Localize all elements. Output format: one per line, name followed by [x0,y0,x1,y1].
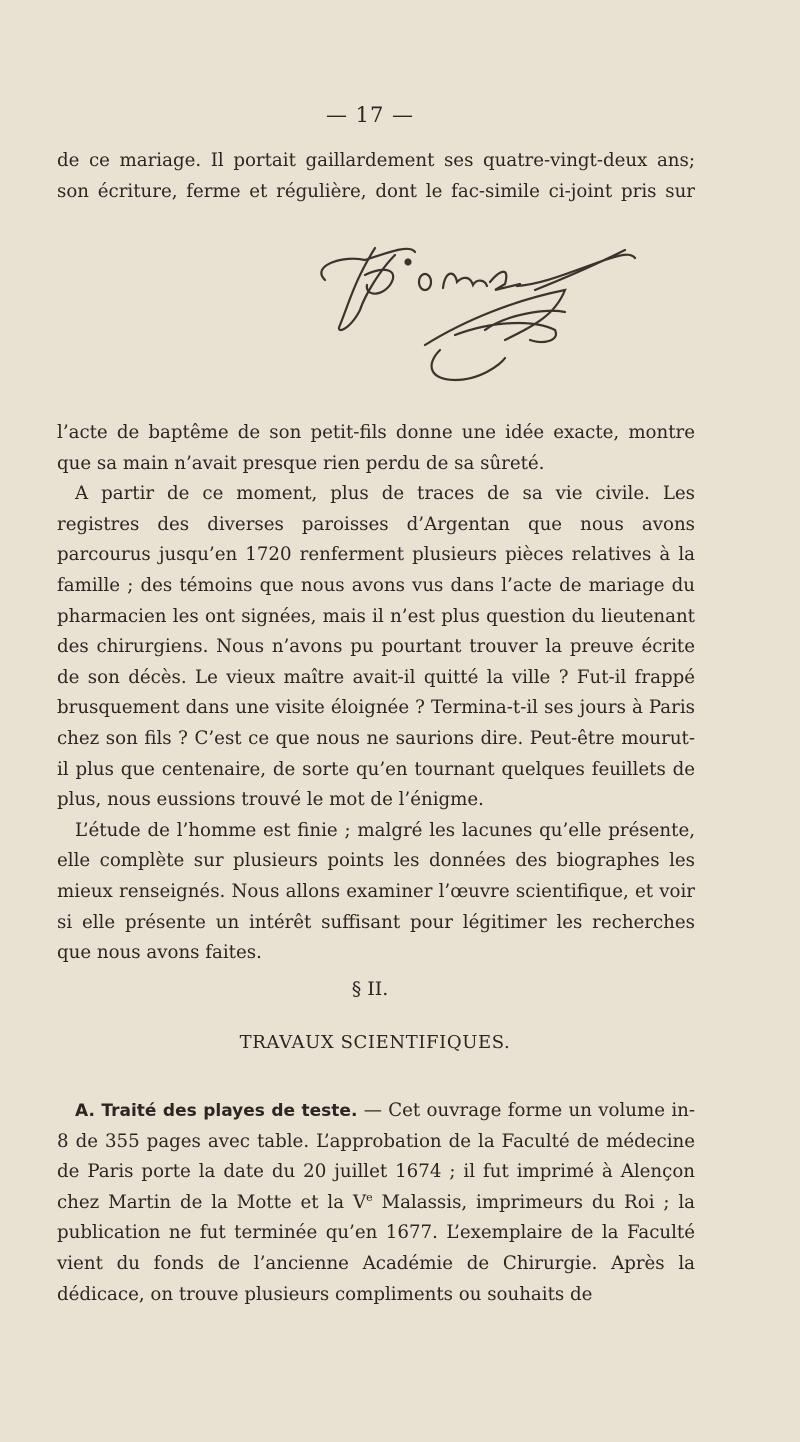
signature-facsimile [305,240,645,390]
section-title: TRAVAUX SCIENTIFIQUES. [239,1032,511,1053]
section-number: § II. [351,978,389,1000]
entry-heading: A. Traité des playes de teste. [75,1101,358,1121]
paragraph-3: L’étude de l’homme est finie ; malgré les lacunes qu’elle présente, elle complète sur plusieurs points les données des biographes les mieux renseignés. Nous allons examiner l’œuvre scientifique, et voir si elle présente un intérêt suffisant pour légitimer les recherches que nous avons faites. [57,819,695,964]
paragraph-4-text-a: — Cet ouvrage forme un volume in-8 de 355 pages avec table. L’approbation de la Faculté de médecine de Paris porte la date du 20 juillet 1674 ; il fut imprimé à Alençon chez Martin de la Motte et la V [57,1100,696,1213]
paragraph-4 [57,1096,695,1310]
body-text [57,418,695,969]
intro-text [57,146,695,207]
page-number: — 17 — [325,103,415,127]
paragraph-2: A partir de ce moment, plus de traces de sa vie civile. Les registres des diverses paroisses d’Argentan que nous avons parcourus jusqu’en 1720 renferment plusieurs pièces relatives à la famille ; des témoins que nous avons vus dans l’acte de mariage du pharmacien les ont signées, mais il n’est plus question du lieutenant des chirurgiens. Nous n’avons pu pourtant trouver la preuve écrite de son décès. Le vieux maître avait-il quitté la ville ? Fut-il frappé brusquement dans une visite éloignée ? Termina-t-il ses jours à Paris chez son fils ? C’est ce que nous ne saurions dire. Peut-être mourut-il plus que centenaire, de sorte qu’en tournant quelques feuillets de plus, nous eussions trouvé le mot de l’énigme. [57,483,695,811]
paragraph-1: l’acte de baptême de son petit-fils donne une idée exacte, montre que sa main n’avait presque rien perdu de sa sûreté. [57,422,695,474]
section-body [57,1096,695,1310]
intro-line-2: son écriture, ferme et régulière, dont le fac-simile ci-joint pris sur [57,180,695,202]
paragraph-4-text-b: Malassis, imprimeurs du Roi ; la publication ne fut terminée qu’en 1677. L’exemplaire de la Faculté vient du fonds de l’ancienne Académie de Chirurgie. Après la dédicace, on trouve plusieurs compliments ou souhaits de [57,1191,696,1305]
intro-line-1: de ce mariage. Il portait gaillardement ses quatre-vingt-deux ans; [57,150,695,171]
widow-abbrev-superscript: e [366,1190,373,1204]
